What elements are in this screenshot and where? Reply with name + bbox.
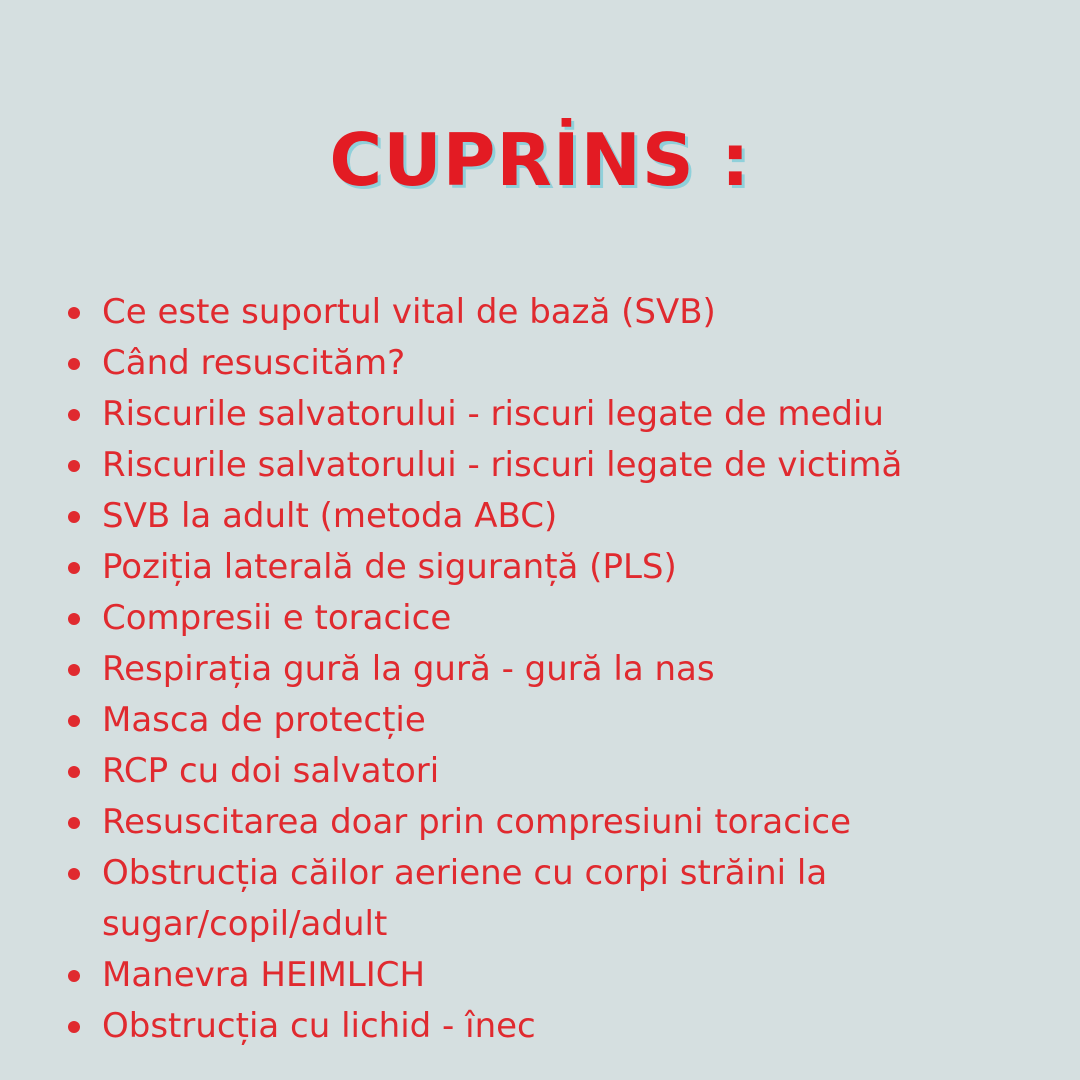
- list-item-text: SVB la adult (metoda ABC): [102, 496, 558, 536]
- bullet-icon: [68, 817, 80, 829]
- bullet-icon: [68, 358, 80, 370]
- list-item-text: RCP cu doi salvatori: [102, 751, 440, 791]
- list-item-text: Riscurile salvatorului - riscuri legate de victimă: [102, 445, 903, 485]
- list-item-text: Obstrucția cu lichid - înec: [102, 1006, 536, 1046]
- list-item: [68, 644, 1028, 695]
- bullet-icon: [68, 664, 80, 676]
- list-item: [68, 389, 1028, 440]
- list-item-text: Masca de protecție: [102, 700, 426, 740]
- list-item: [68, 1001, 1028, 1052]
- list-item-text: Poziția laterală de siguranță (PLS): [102, 547, 677, 587]
- list-item-text: Respirația gură la gură - gură la nas: [102, 649, 715, 689]
- list-item-text: Riscurile salvatorului - riscuri legate de mediu: [102, 394, 884, 434]
- list-item-text: Când resuscităm?: [102, 343, 406, 383]
- bullet-icon: [68, 409, 80, 421]
- bullet-icon: [68, 868, 80, 880]
- list-item-text: Obstrucția căilor aeriene cu corpi străini la sugar/copil/adult: [102, 853, 828, 944]
- bullet-icon: [68, 970, 80, 982]
- list-item: [68, 950, 1028, 1001]
- page-title: CUPRİNS :: [329, 118, 751, 202]
- list-item: [68, 746, 1028, 797]
- bullet-icon: [68, 562, 80, 574]
- list-item: [68, 542, 1028, 593]
- list-item-text: Resuscitarea doar prin compresiuni toracice: [102, 802, 852, 842]
- list-item-text: Ce este suportul vital de bază (SVB): [102, 292, 716, 332]
- bullet-icon: [68, 307, 80, 319]
- bullet-icon: [68, 460, 80, 472]
- bullet-icon: [68, 1021, 80, 1033]
- list-item: [68, 338, 1028, 389]
- bullet-icon: [68, 715, 80, 727]
- list-item: [68, 848, 962, 950]
- list-item: [68, 695, 1028, 746]
- table-of-contents: [68, 287, 1028, 1052]
- list-item: [68, 593, 1028, 644]
- list-item: [68, 287, 1028, 338]
- bullet-icon: [68, 511, 80, 523]
- list-item: [68, 491, 1028, 542]
- list-item-text: Compresii e toracice: [102, 598, 452, 638]
- bullet-icon: [68, 766, 80, 778]
- list-item: [68, 440, 1028, 491]
- list-item: [68, 797, 1028, 848]
- list-item-text: Manevra HEIMLICH: [102, 955, 426, 995]
- bullet-icon: [68, 613, 80, 625]
